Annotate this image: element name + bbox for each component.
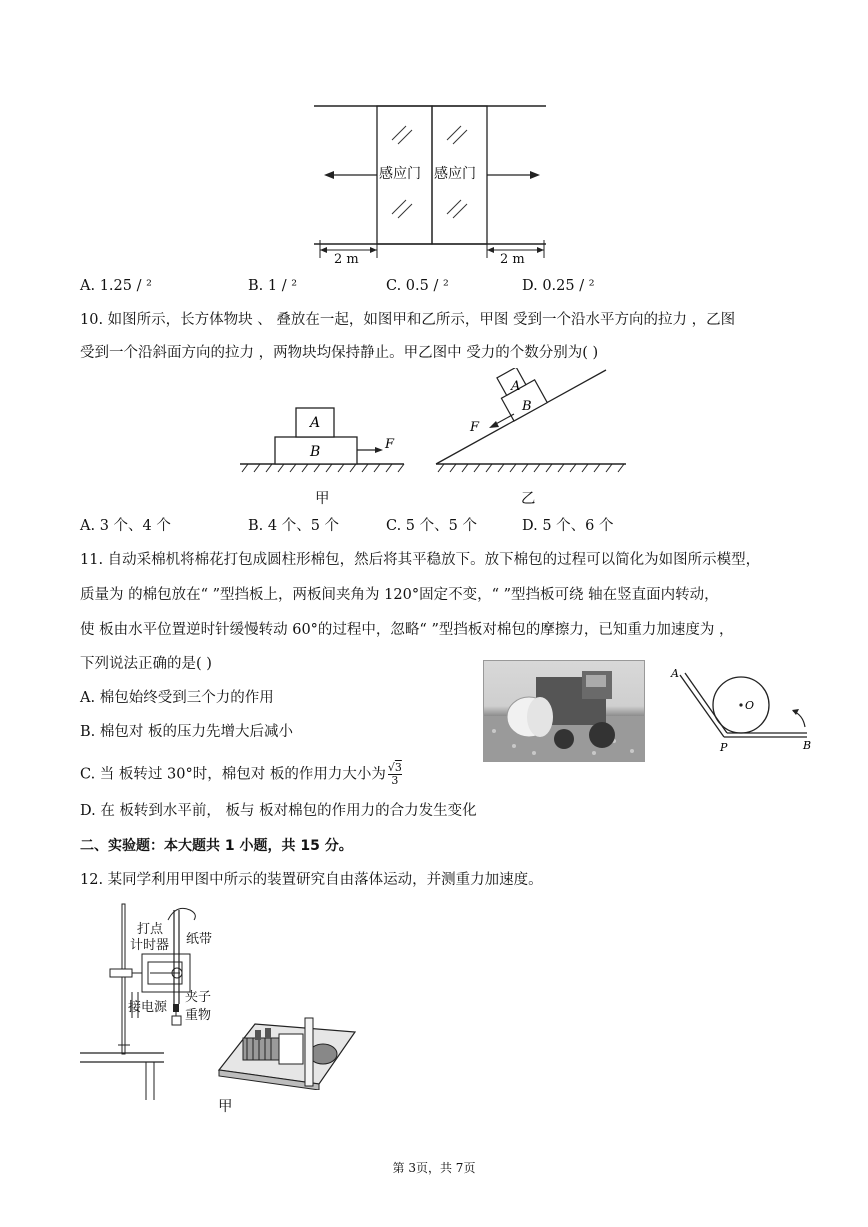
diagram-label-a: A [671, 667, 679, 680]
sqrt-radicand: 3 [394, 761, 402, 774]
section-heading-experiment: 二、实验题：本大题共 1 小题，共 15 分。 [80, 838, 353, 854]
q9-option-a: A. 1.25 / ² [80, 278, 152, 294]
q11-stem-line3: 使 板由水平位置逆时针缓慢转动 60°的过程中，忽略“ ”型挡板对棉包的摩擦力，已知重力加速度为 ， [80, 622, 734, 638]
timer-device-figure [215, 1010, 360, 1090]
fraction-denominator: 3 [391, 774, 399, 787]
label-power: 接电源 [128, 1000, 168, 1015]
bale-board-diagram [665, 665, 825, 765]
fig-jia-label-f: F [385, 437, 395, 452]
door-label-right: 感应门 [434, 166, 476, 182]
q9-option-d: D. 0.25 / ² [522, 278, 595, 294]
label-timer-2: 计时器 [130, 938, 170, 953]
sqrt-fraction [388, 762, 402, 787]
q9-option-c: C. 0.5 / ² [386, 278, 449, 294]
q10-option-b: B. 4 个、5 个 [248, 518, 340, 534]
door-label-left: 感应门 [379, 166, 421, 182]
q12-stem-line1: 12. 某同学利用甲图中所示的装置研究自由落体运动，并测重力加速度。 [80, 872, 543, 888]
fig-jia-label-a: A [310, 415, 321, 431]
diagram-label-b: B [803, 739, 812, 752]
label-paper-tape: 纸带 [186, 932, 213, 947]
fig-yi-label-a: A [511, 379, 521, 394]
fig-yi-label-f: F [470, 420, 480, 435]
label-weight: 重物 [185, 1008, 212, 1023]
page-footer: 第 3页，共 7页 [392, 1161, 476, 1175]
fig-jia-caption-q12: 甲 [218, 1099, 233, 1115]
q10-option-c: C. 5 个、5 个 [386, 518, 477, 534]
diagram-label-p: P [720, 741, 728, 754]
q10-stem-line2: 受到一个沿斜面方向的拉力 ，两物块均保持静止。甲乙图中 受力的个数分别为( ) [80, 345, 599, 361]
q11-stem-line2: 质量为 的棉包放在“ ”型挡板上，两板间夹角为 120°固定不变，“ ”型挡板可绕 轴在竖直面内转动， [80, 587, 719, 603]
q11-option-c-text: C. 当 板转过 30°时，棉包对 板的作用力大小为 [80, 766, 386, 783]
q11-option-d: D. 在 板转到水平前， 板与 板对棉包的作用力的合力发生变化 [80, 803, 477, 819]
fig-yi-label-b: B [522, 399, 532, 414]
sensor-door-figure [310, 100, 550, 270]
fig-yi-caption: 乙 [521, 491, 536, 507]
q11-stem-line1: 11. 自动采棉机将棉花打包成圆柱形棉包，然后将其平稳放下。放下棉包的过程可以简化为如图所示模型， [80, 552, 761, 568]
fig-jia-label-b: B [310, 444, 321, 460]
dim-label-right: 2 m [500, 252, 525, 267]
dim-label-left: 2 m [334, 252, 359, 267]
fig-jia-caption: 甲 [315, 491, 330, 507]
q11-stem-line4: 下列说法正确的是( ) [80, 656, 212, 672]
q11-option-c [80, 762, 402, 787]
cotton-picker-photo [483, 660, 645, 762]
q11-option-b: B. 棉包对 板的压力先增大后减小 [80, 724, 293, 740]
label-timer-1: 打点 [137, 922, 164, 937]
q10-option-a: A. 3 个、4 个 [80, 518, 171, 534]
diagram-label-o: O [745, 699, 755, 712]
q9-option-b: B. 1 / ² [248, 278, 298, 294]
stacked-blocks-figure [238, 368, 630, 480]
fraction-numerator: √3 [387, 761, 402, 774]
q11-option-a: A. 棉包始终受到三个力的作用 [80, 690, 274, 706]
q10-stem-line1: 10. 如图所示，长方体物块 、 叠放在一起，如图甲和乙所示，甲图 受到一个沿水平方向的拉力 ，乙图 [80, 312, 736, 328]
q10-option-d: D. 5 个、6 个 [522, 518, 614, 534]
label-clip: 夹子 [185, 990, 212, 1005]
